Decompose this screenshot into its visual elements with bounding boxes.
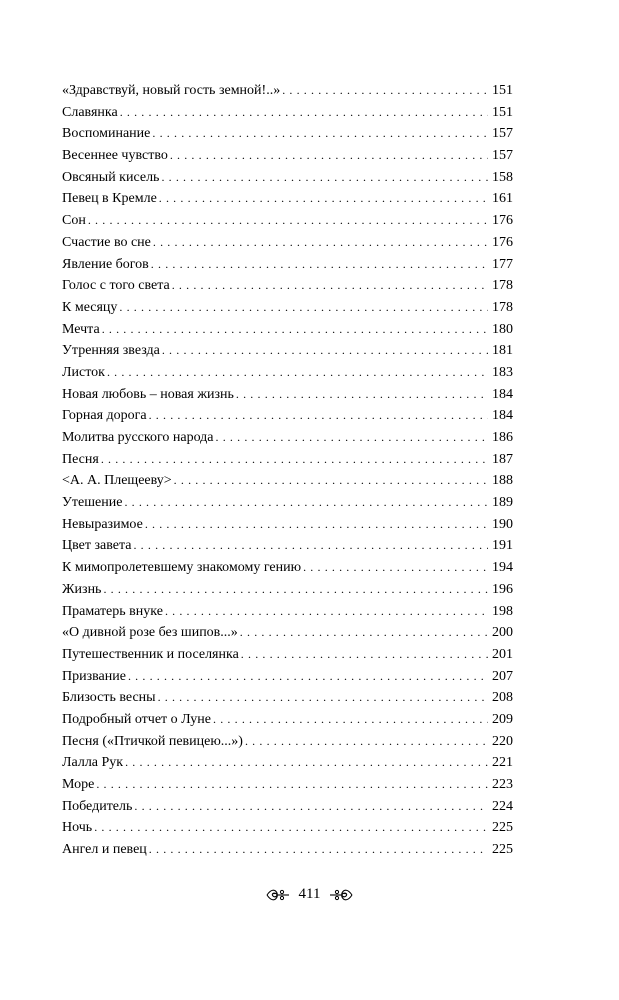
toc-entry <box>62 362 513 384</box>
toc-entry-title: Сон <box>62 213 86 229</box>
toc-entry-title: Жизнь <box>62 581 102 597</box>
dot-leader <box>125 752 488 774</box>
dot-leader <box>107 362 488 384</box>
toc-entry <box>62 427 513 449</box>
toc-entry <box>62 709 513 731</box>
toc-entry-page: 221 <box>492 755 513 771</box>
toc-entry <box>62 557 513 579</box>
toc-entry-title: Молитва русского народа <box>62 430 214 445</box>
dot-leader <box>119 297 488 319</box>
toc-entry <box>62 254 513 276</box>
dot-leader <box>170 145 488 167</box>
toc-entry-page: 187 <box>492 451 513 467</box>
toc-entry <box>62 145 513 167</box>
toc-entry <box>62 839 513 861</box>
toc-entry-title: Близость весны <box>62 690 156 706</box>
toc-entry-title: Счастие во сне <box>62 234 151 250</box>
toc-entry-page: 201 <box>492 646 513 662</box>
dot-leader <box>161 167 488 189</box>
dot-leader <box>241 644 488 666</box>
toc-entry-title: Утренняя звезда <box>62 343 160 359</box>
toc-entry <box>62 232 513 254</box>
toc-entry <box>62 340 513 362</box>
fleuron-right-icon <box>328 887 354 903</box>
toc-entry <box>62 384 513 406</box>
dot-leader <box>103 579 488 601</box>
dot-leader <box>124 492 488 514</box>
dot-leader <box>245 731 488 753</box>
toc-entry <box>62 514 513 536</box>
dot-leader <box>236 384 488 406</box>
toc-entry-title: Море <box>62 777 95 792</box>
toc-entry <box>62 210 513 232</box>
dot-leader <box>128 666 488 688</box>
toc-entry-title: Цвет завета <box>62 538 132 554</box>
toc-entry-title: Новая любовь – новая жизнь <box>62 386 234 402</box>
toc-entry <box>62 102 513 124</box>
toc-entry <box>62 470 513 492</box>
toc-entry <box>62 601 513 623</box>
toc-entry-title: Мечта <box>62 321 100 337</box>
dot-leader <box>216 427 488 449</box>
toc-entry-page: 157 <box>492 148 513 164</box>
toc-entry <box>62 535 513 557</box>
toc-entry-title: «О дивной розе без шипов...» <box>62 625 238 641</box>
toc-entry-page: 177 <box>492 256 513 272</box>
toc-entry-page: 178 <box>492 299 513 315</box>
toc-entry-page: 220 <box>492 733 513 749</box>
page-number: 411 <box>298 886 321 902</box>
toc-entry-page: 157 <box>492 126 513 142</box>
toc-entry-title: Явление богов <box>62 256 149 272</box>
dot-leader <box>134 796 488 818</box>
toc-entry-page: 151 <box>492 104 513 120</box>
toc-entry-page: 224 <box>492 798 513 814</box>
toc-entry-title: «Здравствуй, новый гость земной!..» <box>62 83 281 98</box>
dot-leader <box>151 254 488 276</box>
toc-entry <box>62 579 513 601</box>
dot-leader <box>174 470 488 492</box>
dot-leader <box>213 709 488 731</box>
toc-entry-title: Лалла Рук <box>62 755 124 771</box>
toc-entry <box>62 275 513 297</box>
page-footer <box>0 886 619 903</box>
toc-entry-page: 209 <box>492 711 513 727</box>
toc-entry-page: 207 <box>492 668 513 684</box>
toc-entry-page: 194 <box>492 560 513 576</box>
dot-leader <box>240 622 488 644</box>
toc-entry-page: 158 <box>492 169 513 185</box>
dot-leader <box>145 514 488 536</box>
toc-entry <box>62 167 513 189</box>
dot-leader <box>158 687 488 709</box>
toc-entry-page: 225 <box>492 820 513 836</box>
toc-entry-title: Подробный отчет о Луне <box>62 711 212 727</box>
toc-entry-page: 151 <box>492 83 513 98</box>
toc-entry <box>62 796 513 818</box>
toc-entry-page: 200 <box>492 625 513 641</box>
dot-leader <box>101 449 488 471</box>
toc-entry-page: 186 <box>492 430 513 445</box>
toc-entry <box>62 297 513 319</box>
toc-entry-title: Победитель <box>62 798 133 814</box>
toc-entry-page: 178 <box>492 278 513 294</box>
dot-leader <box>120 102 488 124</box>
toc-entry-title: Путешественник и поселянка <box>62 646 239 662</box>
toc-entry <box>62 80 513 102</box>
toc-entry <box>62 405 513 427</box>
dot-leader <box>162 340 488 362</box>
toc-entry <box>62 492 513 514</box>
toc-entry <box>62 731 513 753</box>
toc-entry <box>62 319 513 341</box>
toc-entry <box>62 817 513 839</box>
dot-leader <box>149 405 488 427</box>
toc-entry <box>62 687 513 709</box>
toc-entry-title: Невыразимое <box>62 516 143 532</box>
toc-entry-title: <А. А. Плещееву> <box>62 473 172 489</box>
dot-leader <box>94 817 488 839</box>
dot-leader <box>303 557 488 579</box>
toc-entry-title: Песня <box>62 451 99 467</box>
fleuron-left-icon <box>265 887 291 903</box>
toc-entry-page: 191 <box>492 538 513 554</box>
toc-entry-page: 196 <box>492 581 513 597</box>
dot-leader <box>282 80 488 102</box>
table-of-contents <box>62 80 513 861</box>
toc-entry-page: 190 <box>492 516 513 532</box>
toc-entry <box>62 188 513 210</box>
toc-entry <box>62 449 513 471</box>
toc-entry-page: 180 <box>492 321 513 337</box>
toc-entry-page: 223 <box>492 777 513 792</box>
dot-leader <box>133 535 488 557</box>
toc-entry <box>62 666 513 688</box>
toc-entry-title: Праматерь внуке <box>62 603 163 619</box>
toc-entry-page: 176 <box>492 234 513 250</box>
toc-entry-page: 181 <box>492 343 513 359</box>
toc-entry-title: Весеннее чувство <box>62 148 168 164</box>
toc-entry-page: 189 <box>492 495 513 511</box>
toc-entry-page: 208 <box>492 690 513 706</box>
toc-entry-title: Славянка <box>62 104 118 120</box>
dot-leader <box>88 210 488 232</box>
toc-entry <box>62 622 513 644</box>
toc-entry-title: К месяцу <box>62 299 118 315</box>
toc-entry-title: Овсяный кисель <box>62 169 160 185</box>
toc-entry-title: Горная дорога <box>62 408 147 424</box>
toc-entry-page: 183 <box>492 364 513 380</box>
dot-leader <box>165 601 488 623</box>
dot-leader <box>96 774 488 796</box>
toc-entry-page: 184 <box>492 386 513 402</box>
toc-entry-page: 161 <box>492 191 513 207</box>
toc-entry-title: Песня («Птичкой певицею...») <box>62 733 243 749</box>
dot-leader <box>152 123 488 145</box>
toc-entry <box>62 752 513 774</box>
dot-leader <box>102 319 488 341</box>
dot-leader <box>172 275 488 297</box>
toc-entry-page: 198 <box>492 603 513 619</box>
toc-entry-page: 184 <box>492 408 513 424</box>
toc-entry-page: 176 <box>492 213 513 229</box>
toc-entry-title: Листок <box>62 364 105 380</box>
toc-entry-page: 188 <box>492 473 513 489</box>
toc-entry-title: Воспоминание <box>62 126 151 142</box>
dot-leader <box>159 188 488 210</box>
toc-entry-title: Призвание <box>62 668 126 684</box>
toc-entry <box>62 644 513 666</box>
toc-entry <box>62 774 513 796</box>
toc-entry-title: Голос с того света <box>62 278 170 294</box>
toc-entry-title: Ночь <box>62 820 93 836</box>
toc-entry-title: К мимопролетевшему знакомому гению <box>62 560 302 576</box>
toc-entry <box>62 123 513 145</box>
toc-entry-title: Утешение <box>62 495 123 511</box>
toc-entry-title: Певец в Кремле <box>62 191 157 207</box>
dot-leader <box>149 839 488 861</box>
toc-entry-title: Ангел и певец <box>62 842 147 858</box>
dot-leader <box>153 232 488 254</box>
toc-entry-page: 225 <box>492 842 513 858</box>
